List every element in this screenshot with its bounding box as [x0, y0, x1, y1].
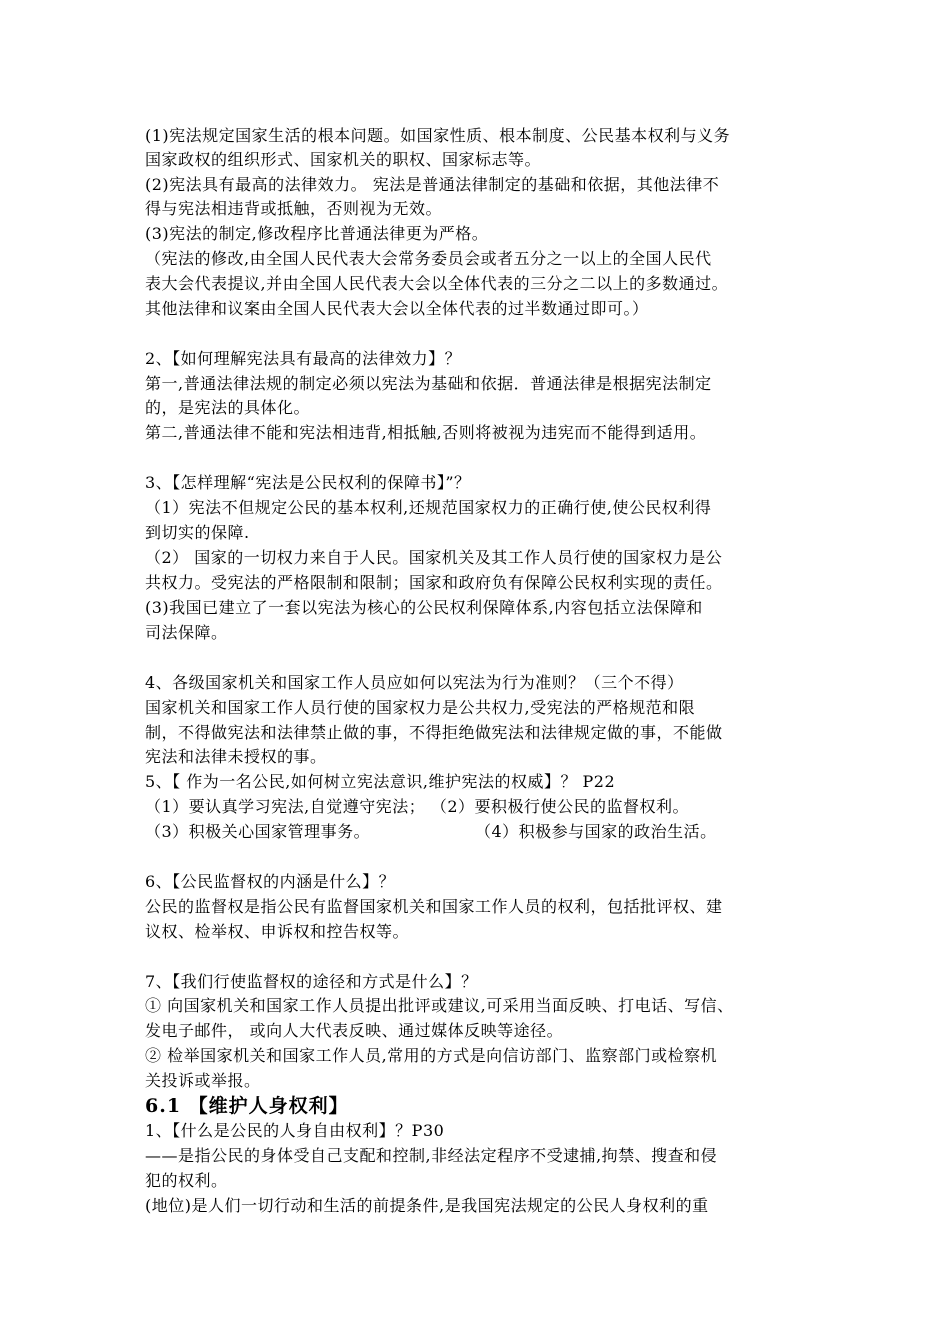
- question-heading: 2、【如何理解宪法具有最高的法律效力】？: [145, 349, 462, 368]
- text-line: 司法保障。: [145, 623, 228, 642]
- text-line: 制，不得做宪法和法律禁止做的事，不得拒绝做宪法和法律规定做的事，不能做: [145, 723, 723, 742]
- text-line: ② 检举国家机关和国家工作人员,常用的方式是向信访部门、监察部门或检察机: [145, 1046, 718, 1065]
- question-heading: 1、【什么是公民的人身自由权利】？P30: [145, 1121, 445, 1140]
- text-line: 国家政权的组织形式、国家机关的职权、国家标志等。: [145, 150, 542, 169]
- text-line: (1)宪法规定国家生活的根本问题。如国家性质、根本制度、公民基本权利与义务: [145, 126, 731, 145]
- text-line: 公民的监督权是指公民有监督国家机关和国家工作人员的权利，包括批评权、建: [145, 897, 723, 916]
- text-line: （宪法的修改,由全国人民代表大会常务委员会或者五分之一以上的全国人民代: [145, 249, 712, 268]
- text-line: （1）要认真学习宪法,自觉遵守宪法； （2）要积极行使公民的监督权利。: [145, 797, 690, 816]
- text-line: 关投诉或举报。: [145, 1071, 261, 1090]
- question-heading: 7、【我们行使监督权的途径和方式是什么】？: [145, 972, 478, 991]
- text-line: (地位)是人们一切行动和生活的前提条件,是我国宪法规定的公民人身权利的重: [145, 1196, 709, 1215]
- question-heading: 6、【公民监督权的内涵是什么】？: [145, 872, 396, 891]
- item-right: （4）积极参与国家的政治生活。: [475, 822, 717, 841]
- text-line: 的，是宪法的具体化。: [145, 398, 311, 417]
- text-line: 第二,普通法律不能和宪法相违背,相抵触,否则将被视为违宪而不能得到适用。: [145, 423, 707, 442]
- text-line: 表大会代表提议,并由全国人民代表大会以全体代表的三分之二以上的多数通过。: [145, 274, 729, 293]
- text-line-two-column: [145, 821, 717, 843]
- text-line: 第一,普通法律法规的制定必须以宪法为基础和依据．普通法律是根据宪法制定: [145, 374, 712, 393]
- question-heading: 3、【怎样理解“宪法是公民权利的保障书】”？: [145, 473, 471, 492]
- text-line: 其他法律和议案由全国人民代表大会以全体代表的过半数通过即可。）: [145, 299, 649, 318]
- text-line: ——是指公民的身体受自己支配和控制,非经法定程序不受逮捕,拘禁、搜查和侵: [145, 1146, 718, 1165]
- text-line: ① 向国家机关和国家工作人员提出批评或建议,可采用当面反映、打电话、写信、: [145, 996, 734, 1015]
- text-line: (2)宪法具有最高的法律效力。 宪法是普通法律制定的基础和依据，其他法律不: [145, 175, 720, 194]
- section-heading: 6.1 【维护人身权利】: [145, 1095, 349, 1117]
- text-line: 共权力。受宪法的严格限制和限制；国家和政府负有保障公民权利实现的责任。: [145, 573, 723, 592]
- text-line: （2） 国家的一切权力来自于人民。国家机关及其工作人员行使的国家权力是公: [145, 548, 723, 567]
- text-line: （1）宪法不但规定公民的基本权利,还规范国家权力的正确行使,使公民权利得: [145, 498, 712, 517]
- text-line: 到切实的保障.: [145, 523, 250, 542]
- question-heading: 4、各级国家机关和国家工作人员应如何以宪法为行为准则？（三个不得）: [145, 673, 684, 692]
- text-line: 议权、检举权、申诉权和控告权等。: [145, 922, 410, 941]
- question-heading: 5、【 作为一名公民,如何树立宪法意识,维护宪法的权威】？ P22: [145, 772, 616, 791]
- text-line: 犯的权利。: [145, 1171, 228, 1190]
- item-left: （3）积极关心国家管理事务。: [145, 822, 371, 841]
- text-line: 发电子邮件， 或向人大代表反映、通过媒体反映等途径。: [145, 1021, 564, 1040]
- text-line: 国家机关和国家工作人员行使的国家权力是公共权力,受宪法的严格规范和限: [145, 698, 696, 717]
- text-line: (3)宪法的制定,修改程序比普通法律更为严格。: [145, 224, 489, 243]
- text-line: 宪法和法律未授权的事。: [145, 747, 327, 766]
- text-line: (3)我国已建立了一套以宪法为核心的公民权利保障体系,内容包括立法保障和: [145, 598, 703, 617]
- text-line: 得与宪法相违背或抵触，否则视为无效。: [145, 199, 443, 218]
